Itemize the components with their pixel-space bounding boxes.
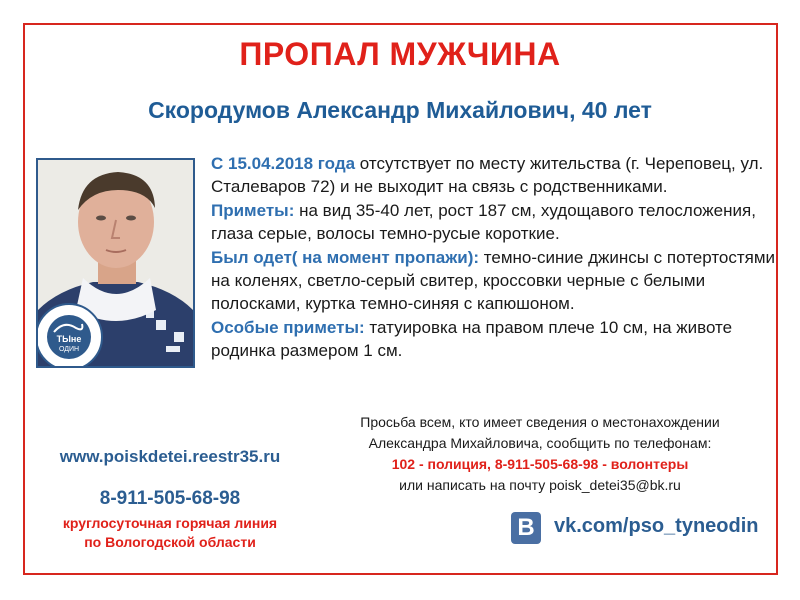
missing-date-label: С 15.04.2018 года [211,154,356,173]
request-email: или написать на почту poisk_detei35@bk.ru [399,477,681,493]
person-photo [36,158,195,368]
clothes-text: темно-синие джинсы с потертостями на коленях, светло-серый свитер, кроссовки черные с белыми полосками, куртка темно-синяя с капюшоном. [211,247,776,314]
missing-date-text: отсутствует по месту жительства (г. Череповец, ул. Сталеваров 72) и не выходит на связь с родственниками. [211,154,764,197]
description-block [211,152,791,363]
vk-link[interactable]: vk.com/pso_tyneodin [554,515,759,537]
vk-icon[interactable]: В [511,512,541,544]
request-block [310,412,770,496]
person-name: Скородумов Александр Михайлович, 40 лет [148,97,652,123]
clothes-label: Был одет( на момент пропажи): [211,247,480,267]
svg-text:ОДИН: ОДИН [58,346,80,353]
poster-title: ПРОПАЛ МУЖЧИНА [239,36,561,72]
special-signs-text: татуировка на правом плече 10 см, на животе родинка размером 1 см. [211,317,733,361]
hotline-caption-line-2: по Вологодской области [84,534,256,550]
request-line-2: Александра Михайловича, сообщить по телефонам: [368,435,712,451]
signs-text: на вид 35-40 лет, рост 187 см, худощавого телосложения, глаза серые, волосы темно-русые короткие. [211,200,756,244]
request-phones: 102 - полиция, 8-911-505-68-98 - волонтеры [391,456,689,472]
signs-label: Приметы: [211,200,295,220]
tyneodin-logo [36,302,104,368]
website-link[interactable]: www.poiskdetei.reestr35.ru [59,447,281,466]
request-line-1: Просьба всем, кто имеет сведения о местонахождении [360,414,720,430]
hotline-caption-line-1: круглосуточная горячая линия [62,515,278,531]
hotline-phone[interactable]: 8-911-505-68-98 [99,488,241,509]
svg-text:ТЫне: ТЫне [56,334,82,344]
hotline-caption [40,514,300,552]
special-signs-label: Особые приметы: [211,317,365,337]
